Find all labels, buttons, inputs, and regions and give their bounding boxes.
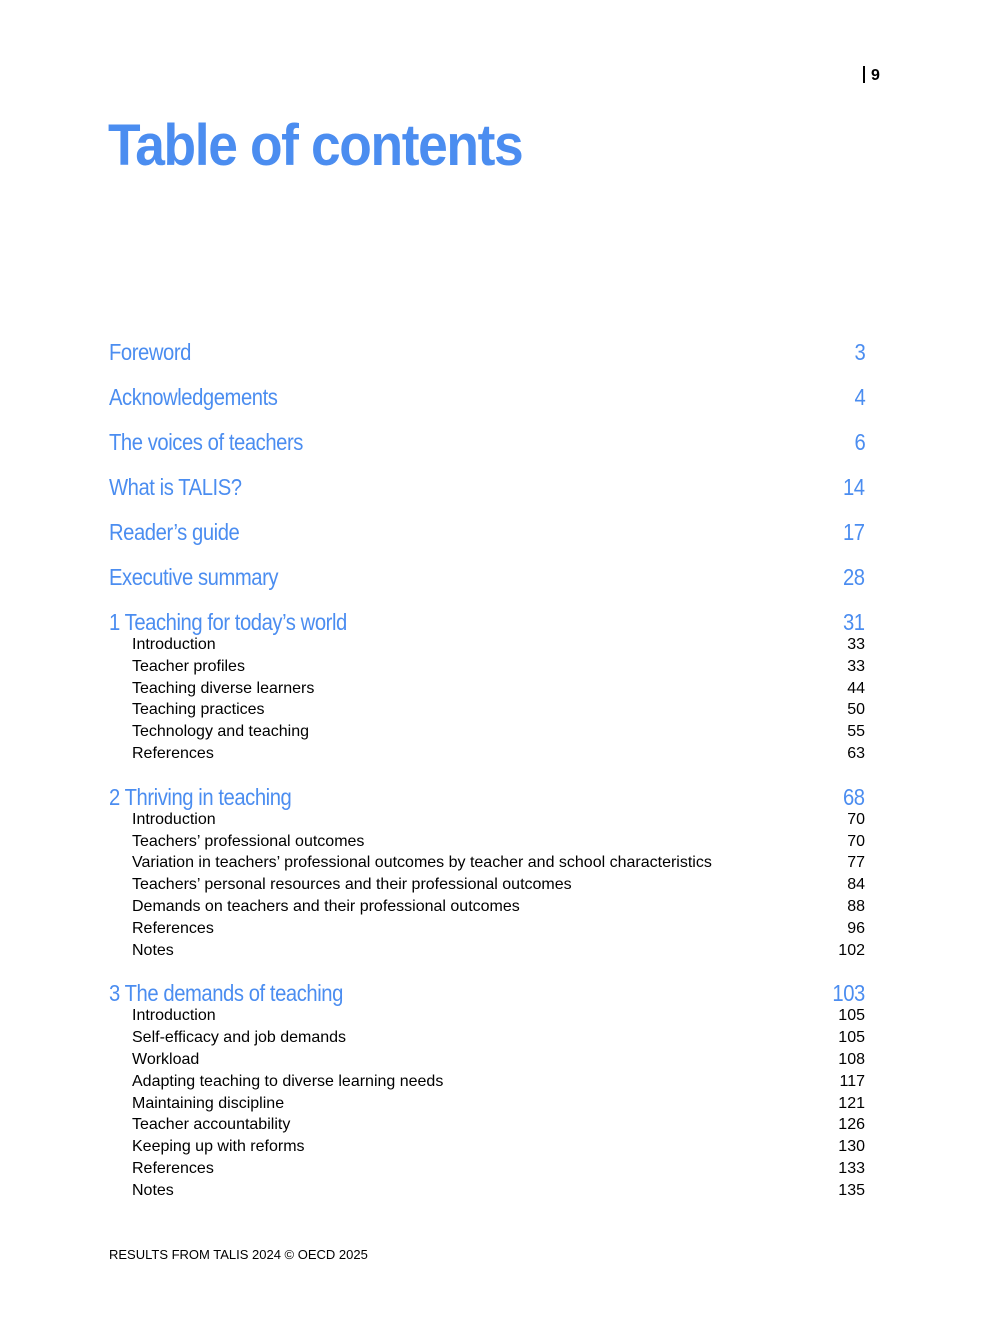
chapter-heading[interactable]	[109, 978, 865, 1005]
toc-entry-label[interactable]: The voices of teachers	[109, 429, 303, 455]
toc-entry-label[interactable]: What is TALIS?	[109, 474, 242, 500]
toc-main-entries	[109, 337, 865, 607]
chapter-page[interactable]: 31	[843, 609, 865, 635]
section-label[interactable]: Variation in teachers’ professional outcomes by teacher and school characteristics	[132, 854, 712, 872]
section-page[interactable]: 108	[838, 1050, 865, 1068]
toc-section[interactable]	[109, 721, 865, 743]
toc-entry[interactable]	[109, 517, 865, 562]
section-page[interactable]: 70	[847, 832, 865, 850]
section-page[interactable]: 84	[847, 876, 865, 894]
section-page[interactable]: 63	[847, 744, 865, 762]
section-label[interactable]: Teacher profiles	[132, 657, 245, 675]
section-page[interactable]: 126	[838, 1116, 865, 1134]
section-label[interactable]: Notes	[132, 1181, 174, 1199]
section-label[interactable]: Adapting teaching to diverse learning needs	[132, 1072, 444, 1090]
toc-section[interactable]	[109, 809, 865, 831]
chapter-heading[interactable]	[109, 782, 865, 809]
toc-section[interactable]	[109, 656, 865, 678]
toc-section[interactable]	[109, 1114, 865, 1136]
toc-section[interactable]	[109, 1180, 865, 1202]
section-page[interactable]: 77	[847, 854, 865, 872]
section-page[interactable]: 96	[847, 919, 865, 937]
section-label[interactable]: Keeping up with reforms	[132, 1138, 305, 1156]
toc-section[interactable]	[109, 699, 865, 721]
toc-entry-page[interactable]: 6	[854, 429, 865, 455]
section-page[interactable]: 44	[847, 679, 865, 697]
section-page[interactable]: 88	[847, 897, 865, 915]
chapter-1	[109, 607, 865, 765]
section-page[interactable]: 121	[838, 1094, 865, 1112]
toc-entry[interactable]	[109, 472, 865, 517]
chapter-heading[interactable]	[109, 607, 865, 634]
toc-section[interactable]	[109, 1093, 865, 1115]
section-label[interactable]: Workload	[132, 1050, 200, 1068]
section-label[interactable]: Teaching diverse learners	[132, 679, 315, 697]
toc-entry-page[interactable]: 28	[843, 564, 865, 590]
toc-section[interactable]	[109, 1027, 865, 1049]
toc-entry[interactable]	[109, 382, 865, 427]
toc-section[interactable]	[109, 874, 865, 896]
section-label[interactable]: Teaching practices	[132, 701, 265, 719]
toc-entry-label[interactable]: Reader’s guide	[109, 519, 240, 545]
toc-section[interactable]	[109, 743, 865, 765]
section-page[interactable]: 102	[838, 941, 865, 959]
section-label[interactable]: Teachers’ professional outcomes	[132, 832, 365, 850]
section-label[interactable]: Teacher accountability	[132, 1116, 291, 1134]
chapter-page[interactable]: 68	[843, 783, 865, 810]
section-page[interactable]: 55	[847, 723, 865, 741]
chapter-label[interactable]: 1 Teaching for today’s world	[109, 609, 347, 635]
section-label[interactable]: References	[132, 919, 214, 937]
page-number	[863, 66, 880, 85]
toc-section[interactable]	[109, 1071, 865, 1093]
toc-section[interactable]	[109, 1136, 865, 1158]
section-label[interactable]: Notes	[132, 941, 174, 959]
section-page[interactable]: 70	[847, 810, 865, 828]
section-page[interactable]: 130	[838, 1138, 865, 1156]
chapter-page[interactable]: 103	[832, 980, 865, 1007]
toc-entry[interactable]	[109, 562, 865, 607]
table-of-contents	[109, 337, 865, 1219]
toc-entry[interactable]	[109, 427, 865, 472]
section-page[interactable]: 133	[838, 1159, 865, 1177]
toc-section[interactable]	[109, 940, 865, 962]
chapter-label[interactable]: 3 The demands of teaching	[109, 980, 343, 1007]
toc-section[interactable]	[109, 1049, 865, 1071]
toc-section[interactable]	[109, 852, 865, 874]
page-footer: RESULTS FROM TALIS 2024 © OECD 2025	[109, 1247, 368, 1262]
toc-section[interactable]	[109, 918, 865, 940]
section-label[interactable]: Introduction	[132, 1007, 216, 1025]
toc-entry-page[interactable]: 17	[843, 519, 865, 545]
toc-section[interactable]	[109, 896, 865, 918]
toc-entry[interactable]	[109, 337, 865, 382]
chapter-label[interactable]: 2 Thriving in teaching	[109, 783, 292, 810]
section-label[interactable]: Technology and teaching	[132, 723, 310, 741]
page-number-value: 9	[871, 67, 880, 84]
section-label[interactable]: Teachers’ personal resources and their professional outcomes	[132, 876, 572, 894]
section-page[interactable]: 50	[847, 701, 865, 719]
section-label[interactable]: Introduction	[132, 810, 216, 828]
chapter-2	[109, 782, 865, 962]
toc-entry-label[interactable]: Acknowledgements	[109, 384, 278, 410]
section-page[interactable]: 117	[839, 1072, 865, 1090]
toc-entry-label[interactable]: Executive summary	[109, 564, 279, 590]
toc-section[interactable]	[109, 634, 865, 656]
section-label[interactable]: Maintaining discipline	[132, 1094, 285, 1112]
toc-section[interactable]	[109, 1005, 865, 1027]
section-page[interactable]: 33	[847, 657, 865, 675]
toc-section[interactable]	[109, 678, 865, 700]
section-page[interactable]: 105	[838, 1007, 865, 1025]
section-page[interactable]: 105	[838, 1029, 865, 1047]
section-label[interactable]: Introduction	[132, 636, 216, 653]
toc-section[interactable]	[109, 1158, 865, 1180]
section-page[interactable]: 33	[847, 636, 865, 653]
toc-section[interactable]	[109, 831, 865, 853]
toc-entry-label[interactable]: Foreword	[109, 339, 191, 365]
toc-entry-page[interactable]: 14	[843, 474, 865, 500]
section-page[interactable]: 135	[838, 1181, 865, 1199]
section-label[interactable]: References	[132, 1159, 214, 1177]
section-label[interactable]: Self-efficacy and job demands	[132, 1029, 347, 1047]
toc-entry-page[interactable]: 3	[854, 339, 865, 365]
section-label[interactable]: References	[132, 744, 214, 762]
toc-entry-page[interactable]: 4	[854, 384, 865, 410]
page-number-divider	[863, 66, 865, 83]
page-title: Table of contents	[108, 113, 523, 178]
chapter-3	[109, 978, 865, 1201]
section-label[interactable]: Demands on teachers and their professional outcomes	[132, 897, 520, 915]
